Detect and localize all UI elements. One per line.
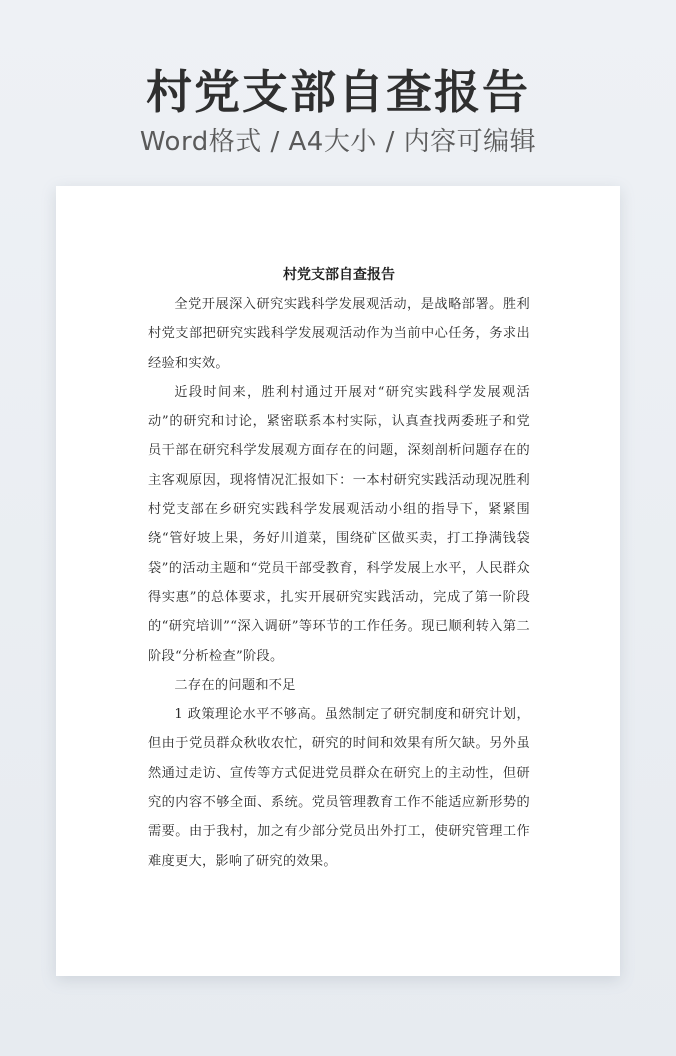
paragraph-situation: 近段时间来，胜利村通过开展对“研究实践科学发展观活动”的研究和讨论，紧密联系本村实际，认真查找两委班子和党员干部在研究科学发展观方面存在的问题，深刻剖析问题存在的主客观原因，现将情况汇报如下：一本村研究实践活动现况胜利村党支部在乡研究实践科学发展观活动小组的指导下，紧紧围绕“管好坡上果，务好川道菜，围绕矿区做买卖，打工挣满钱袋袋”的活动主题和“党员干部受教育，科学发展上水平，人民群众得实惠”的总体要求，扎实开展研究实践活动，完成了第一阶段的“研究培训”“深入调研”等环节的工作任务。现已顺利转入第二阶段“分析检查”阶段。 [148, 384, 530, 664]
document-title: 村党支部自查报告 [283, 267, 395, 283]
document-page [56, 186, 620, 976]
paragraph-problem-1: 1 政策理论水平不够高。虽然制定了研究制度和研究计划，但由于党员群众秋收农忙，研究的时间和效果有所欠缺。另外虽然通过走访、宣传等方式促进党员群众在研究上的主动性，但研究的内容不够全面、系统。党员管理教育工作不能适应新形势的需要。由于我村，加之有少部分党员出外打工，使研究管理工作难度更大，影响了研究的效果。 [148, 707, 530, 869]
document-body [148, 262, 530, 876]
paragraph-intro: 全党开展深入研究实践科学发展观活动，是战略部署。胜利村党支部把研究实践科学发展观活动作为当前中心任务，务求出经验和实效。 [148, 297, 530, 371]
banner-subtitle: Word格式 / A4大小 / 内容可编辑 [139, 127, 537, 157]
banner-header [0, 62, 676, 160]
section-heading-problems: 二存在的问题和不足 [174, 677, 296, 693]
banner-title: 村党支部自查报告 [146, 65, 530, 119]
